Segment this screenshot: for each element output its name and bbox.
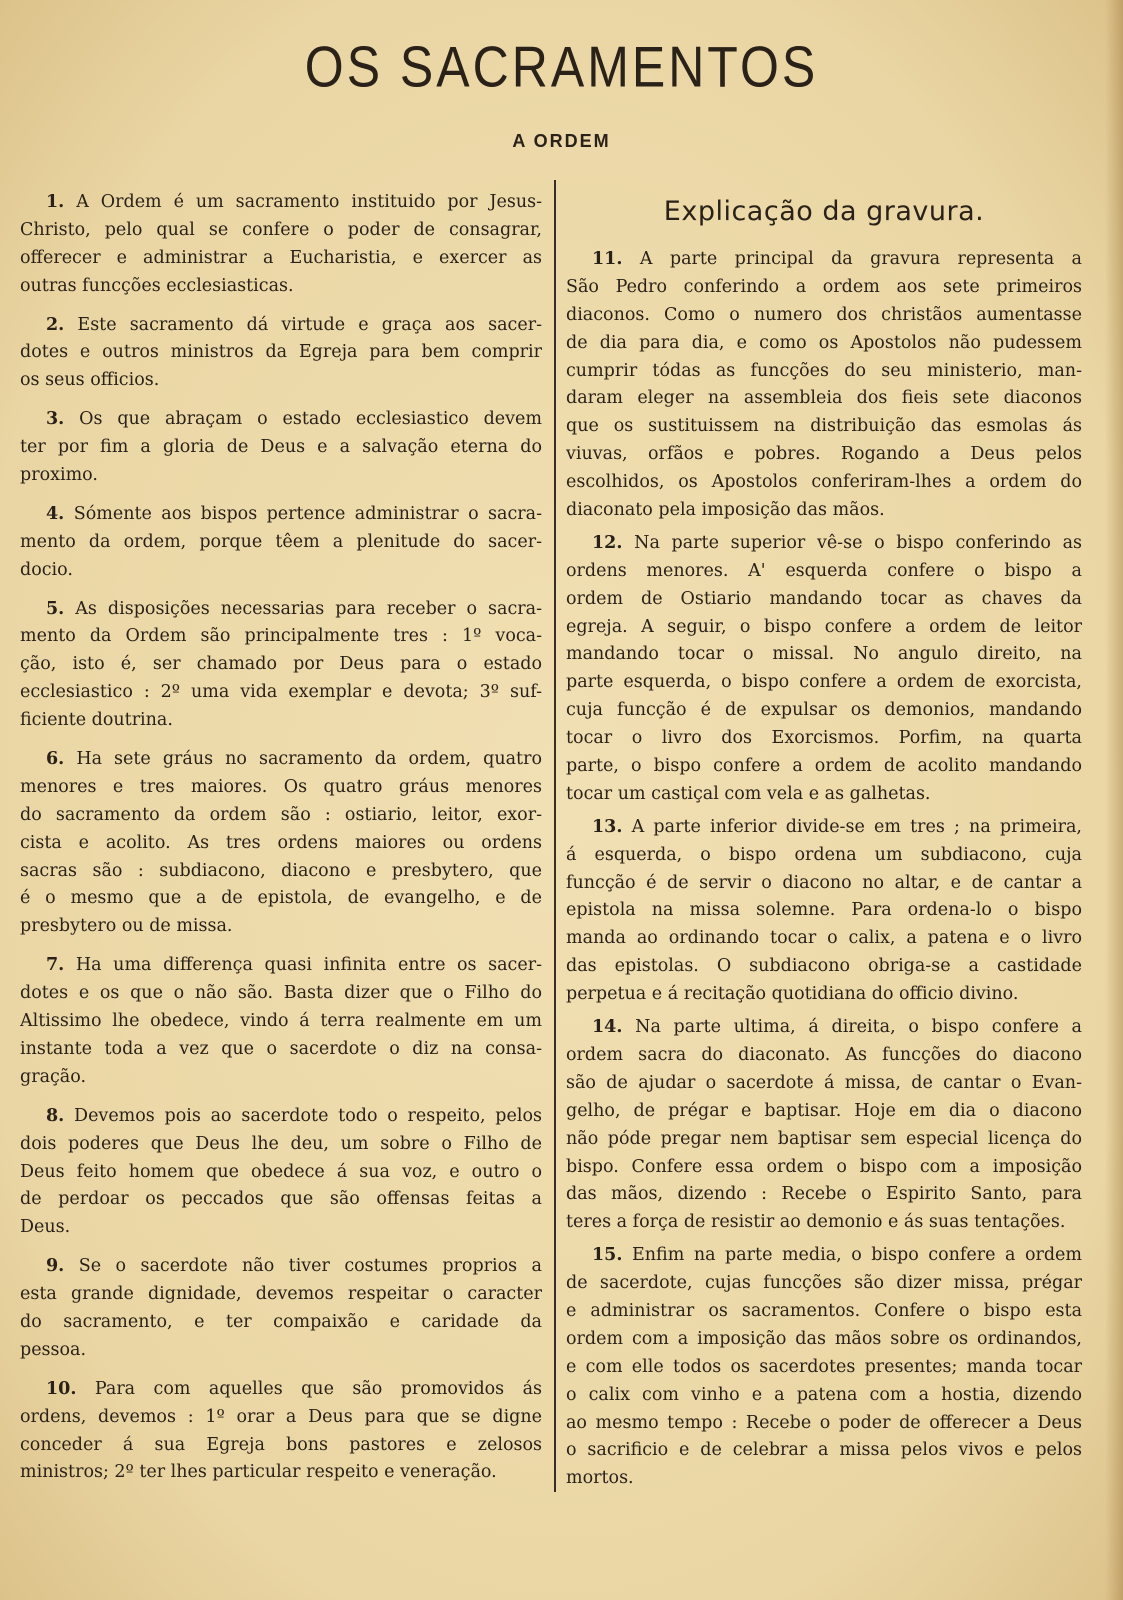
line-text: A Ordem é um sacramento instituido por Jesus- [76, 192, 542, 212]
paragraph-line [20, 858, 542, 886]
line-text: viuvas, orfãos e pobres. Rogando a Deus pelos [566, 444, 1082, 465]
paragraph-line [20, 623, 542, 651]
line-text: cumprir tódas as funcções do seu ministerio, man- [566, 360, 1082, 381]
paragraph-line [566, 1242, 1082, 1270]
line-text: e com elle todos os sacerdotes presentes; manda tocar [566, 1356, 1082, 1377]
line-text: das mãos, dizendo : Recebe o Espirito Santo, para [566, 1184, 1082, 1205]
numbered-paragraph [20, 1103, 542, 1242]
numbered-paragraph [20, 406, 542, 490]
line-text: instante toda a vez que o sacerdote o diz na consa- [20, 1038, 542, 1059]
paragraph-line [566, 1410, 1082, 1438]
line-text: offerecer e administrar a Eucharistia, e exercer as [20, 247, 542, 268]
line-text: cuja funcção é de expulsar os demonios, mandando [566, 700, 1082, 721]
numbered-paragraph [20, 501, 542, 585]
line-text: Altissimo lhe obedece, vindo á terra realmente em um [20, 1011, 542, 1032]
paragraph-number: 6. [46, 749, 65, 770]
line-text: pessoa. [20, 1339, 87, 1360]
line-text: presbytero ou de missa. [20, 916, 233, 937]
line-text: As disposições necessarias para receber o sacra- [75, 598, 542, 619]
paragraph-number: 11. [592, 249, 623, 269]
line-text: conceder á sua Egreja bons pastores e zelosos [20, 1434, 542, 1455]
line-text: parte esquerda, o bispo confere a ordem de exorcista, [566, 672, 1082, 693]
paragraph-line [566, 558, 1082, 586]
line-text: daram eleger na assembleia dos fieis sete diaconos [566, 388, 1082, 409]
line-text: do sacramento, e ter compaixão e caridade da [20, 1311, 542, 1332]
paragraph-line [20, 651, 542, 679]
paragraph-line [20, 952, 542, 980]
paragraph-line [20, 406, 542, 434]
paragraph-line [566, 1465, 1082, 1493]
line-text: Se o sacerdote não tiver costumes proprios a [78, 1256, 542, 1277]
paragraph-line [20, 679, 542, 707]
line-text: parte, o bispo confere a ordem de acolito mandando [566, 756, 1082, 777]
paragraph-line [20, 774, 542, 802]
paragraph-number: 7. [46, 955, 65, 976]
line-text: cista e acolito. As tres ordens maiores ou ordens [20, 832, 542, 853]
paragraph-line [566, 814, 1082, 842]
line-text: tocar o livro dos Exorcismos. Porfim, na quarta [566, 728, 1082, 749]
paragraph-line [566, 1382, 1082, 1410]
line-text: Na parte ultima, á direita, o bispo confere a [635, 1017, 1082, 1038]
line-text: docio. [20, 559, 73, 580]
paragraph-line [566, 497, 1082, 525]
numbered-paragraph [20, 952, 542, 1091]
paragraph-line [20, 1036, 542, 1064]
paragraph-line [20, 339, 542, 367]
numbered-paragraph [20, 1253, 542, 1365]
paragraph-line [20, 1432, 542, 1460]
line-text: ter por fim a gloria de Deus e a salvação eterna do [20, 437, 542, 458]
paragraph-line [20, 1159, 542, 1187]
paragraph-line [566, 953, 1082, 981]
paragraph-line [566, 897, 1082, 925]
line-text: dotes e os que o não são. Basta dizer que o Filho do [20, 983, 542, 1004]
line-text: ção, isto é, ser chamado por Deus para o estado [20, 654, 542, 675]
paragraph-number: 1. [46, 192, 65, 212]
line-text: sacras são : subdiacono, diacono e presbytero, que [20, 860, 542, 881]
paragraph-line [566, 1298, 1082, 1326]
paragraph-line [20, 1404, 542, 1432]
line-text: de sacerdote, cujas funcções são dizer missa, prégar [566, 1273, 1082, 1294]
numbered-paragraph [20, 1376, 542, 1488]
paragraph-line [566, 1181, 1082, 1209]
line-text: Este sacramento dá virtude e graça aos sacer- [77, 314, 542, 335]
line-text: esta grande dignidade, devemos respeitar o caracter [20, 1284, 542, 1305]
line-text: mento da ordem, porque têem a plenitude do sacer- [20, 531, 542, 552]
line-text: Deus feito homem que obedece á sua voz, e outro o [20, 1161, 542, 1182]
paragraph-number: 5. [46, 598, 65, 619]
paragraph-line [566, 842, 1082, 870]
line-text: á esquerda, o bispo ordena um subdiacono, cuja [566, 844, 1082, 865]
line-text: mento da Ordem são principalmente tres : 1º voca- [20, 626, 542, 647]
paragraph-line [20, 312, 542, 340]
paragraph-line [566, 1126, 1082, 1154]
page-title: OS SACRAMENTOS [304, 34, 819, 100]
paragraph-line [20, 1214, 542, 1242]
paragraph-line [566, 530, 1082, 558]
line-text: ordens menores. A' esquerda confere o bispo a [566, 560, 1082, 581]
paragraph-line [566, 1270, 1082, 1298]
paragraph-line [20, 980, 542, 1008]
line-text: epistola na missa solemne. Para ordena-lo o bispo [566, 900, 1082, 921]
paragraph-number: 9. [46, 1256, 65, 1277]
line-text: Devemos pois ao sacerdote todo o respeito, pelos [74, 1105, 542, 1126]
paragraph-line [20, 1337, 542, 1365]
paragraph-line [566, 1154, 1082, 1182]
line-text: do sacramento da ordem são : ostiario, leitor, exor- [20, 804, 542, 825]
paragraph-line [20, 830, 542, 858]
line-text: das epistolas. O subdiacono obriga-se a castidade [566, 956, 1082, 977]
paragraph-number: 8. [46, 1105, 65, 1126]
section-subtitle: A ORDEM [512, 131, 611, 151]
line-text: ficiente doutrina. [20, 710, 173, 731]
line-text: Para com aquelles que são promovidos ás [94, 1378, 542, 1399]
line-text: bispo. Confere essa ordem o bispo com a imposição [566, 1156, 1082, 1177]
paragraph-line [20, 529, 542, 557]
numbered-paragraph [20, 746, 542, 941]
line-text: teres a força de resistir ao demonio e ás suas tentações. [566, 1212, 1066, 1233]
paragraph-line [20, 1376, 542, 1404]
line-text: gração. [20, 1066, 87, 1087]
paragraph-line [566, 641, 1082, 669]
paragraph-line [20, 367, 542, 395]
numbered-paragraph [566, 246, 1082, 525]
line-text: e administrar os sacramentos. Confere o bispo esta [566, 1300, 1082, 1321]
line-text: mortos. [566, 1468, 634, 1489]
paragraph-number: 10. [46, 1378, 77, 1399]
page-edge-shadow [1105, 0, 1123, 1600]
numbered-paragraph [20, 596, 542, 735]
paragraph-line [20, 746, 542, 774]
paragraph-line [566, 1437, 1082, 1465]
paragraph-line [566, 358, 1082, 386]
paragraph-line [20, 1253, 542, 1281]
paragraph-line [20, 1186, 542, 1214]
paragraph-line [566, 669, 1082, 697]
paragraph-line [566, 469, 1082, 497]
paragraph-line [566, 1354, 1082, 1382]
line-text: de perdoar os peccados que são offensas feitas a [20, 1189, 542, 1210]
engraving-explanation-heading: Explicação da gravura. [663, 196, 985, 227]
numbered-paragraph [20, 189, 542, 301]
line-text: ministros; 2º ter lhes particular respeito e veneração. [20, 1462, 497, 1483]
paragraph-line [20, 462, 542, 490]
paragraph-line [566, 1326, 1082, 1354]
line-text: que os sustituissem na distribuição das esmolas ás [566, 416, 1082, 437]
line-text: ordem de Ostiario mandando tocar as chaves da [566, 588, 1082, 609]
paragraph-line [566, 870, 1082, 898]
line-text: perpetua e á recitação quotidiana do officio divino. [566, 984, 1019, 1005]
left-column [20, 189, 542, 1487]
paragraph-number: 3. [46, 409, 65, 430]
paragraph-line [20, 707, 542, 735]
paragraph-line [20, 802, 542, 830]
line-text: diaconato pela imposição das mãos. [566, 500, 885, 521]
paragraph-line [20, 217, 542, 245]
paragraph-line [566, 302, 1082, 330]
paragraph-line [20, 1309, 542, 1337]
numbered-paragraph [20, 312, 542, 396]
numbered-paragraph [566, 1242, 1082, 1493]
line-text: de dia para dia, e como os Apostolos não pudessem [566, 332, 1082, 353]
line-text: A parte inferior divide-se em tres ; na primeira, [631, 816, 1082, 837]
line-text: Sómente aos bispos pertence administrar o sacra- [73, 503, 542, 524]
line-text: ecclesiastico : 2º uma vida exemplar e devota; 3º suf- [20, 682, 542, 703]
paragraph-number: 2. [46, 314, 65, 335]
line-text: Christo, pelo qual se confere o poder de consagrar, [20, 219, 542, 240]
paragraph-line [20, 1008, 542, 1036]
numbered-paragraph [566, 530, 1082, 809]
line-text: Deus. [20, 1217, 71, 1238]
line-text: escolhidos, os Apostolos conferiram-lhes a ordem do [566, 472, 1082, 493]
line-text: manda ao ordinando tocar o calix, a patena e o livro [566, 928, 1082, 949]
paragraph-line [566, 614, 1082, 642]
paragraph-number: 12. [592, 532, 623, 553]
paragraph-line [566, 330, 1082, 358]
line-text: são de ajudar o sacerdote á missa, de cantar o Evan- [566, 1072, 1082, 1093]
paragraph-line [20, 501, 542, 529]
line-text: ordem com a imposição das mãos sobre os ordinandos, [566, 1328, 1082, 1349]
paragraph-line [566, 725, 1082, 753]
paragraph-line [20, 885, 542, 913]
paragraph-line [20, 1103, 542, 1131]
line-text: outras funcções ecclesiasticas. [20, 275, 294, 296]
line-text: menores e tres maiores. Os quatro gráus menores [20, 776, 542, 797]
paragraph-line [566, 1070, 1082, 1098]
paragraph-line [566, 753, 1082, 781]
paragraph-number: 13. [592, 816, 623, 837]
line-text: Enfim na parte media, o bispo confere a ordem [631, 1245, 1082, 1266]
paragraph-line [20, 189, 542, 217]
paragraph-line [566, 246, 1082, 274]
line-text: Ha sete gráus no sacramento da ordem, quatro [76, 749, 542, 770]
numbered-paragraph [566, 814, 1082, 1009]
paragraph-line [20, 1281, 542, 1309]
line-text: é o mesmo que a de epistola, de evangelho, e de [20, 888, 542, 909]
numbered-paragraph [566, 1014, 1082, 1237]
line-text: Na parte superior vê-se o bispo conferindo as [634, 532, 1082, 553]
line-text: dois poderes que Deus lhe deu, um sobre o Filho de [20, 1133, 542, 1154]
paragraph-line [20, 1459, 542, 1487]
paragraph-line [20, 913, 542, 941]
paragraph-line [566, 1042, 1082, 1070]
paragraph-line [20, 434, 542, 462]
right-column [566, 246, 1082, 1493]
paragraph-line [566, 925, 1082, 953]
paragraph-line [566, 781, 1082, 809]
paragraph-line [566, 385, 1082, 413]
line-text: egreja. A seguir, o bispo confere a ordem de leitor [566, 616, 1082, 637]
line-text: diaconos. Como o numero dos christãos aumentasse [566, 304, 1082, 325]
line-text: os seus officios. [20, 370, 160, 391]
paragraph-line [566, 274, 1082, 302]
line-text: o calix com vinho e a patena com a hostia, dizendo [566, 1384, 1082, 1405]
line-text: o sacrificio e de celebrar a missa pelos vivos e pelos [566, 1440, 1082, 1461]
paragraph-number: 4. [46, 503, 65, 524]
paragraph-line [566, 1098, 1082, 1126]
line-text: proximo. [20, 465, 98, 486]
paragraph-line [566, 1014, 1082, 1042]
paragraph-line [20, 245, 542, 273]
line-text: mandando tocar o missal. No angulo direito, na [566, 644, 1082, 665]
line-text: A parte principal da gravura representa a [639, 249, 1082, 269]
paragraph-line [566, 697, 1082, 725]
line-text: Ha uma differença quasi infinita entre os sacer- [75, 955, 542, 976]
line-text: tocar um castiçal com vela e as galhetas. [566, 783, 931, 804]
paragraph-number: 14. [592, 1017, 623, 1038]
paragraph-line [566, 586, 1082, 614]
line-text: ordem sacra do diaconato. As funcções do diacono [566, 1044, 1082, 1065]
paragraph-line [566, 981, 1082, 1009]
paragraph-line [20, 557, 542, 585]
line-text: ordens, devemos : 1º orar a Deus para que se digne [20, 1406, 542, 1427]
paragraph-line [566, 1209, 1082, 1237]
line-text: não póde pregar nem baptisar sem especial licença do [566, 1128, 1082, 1149]
paragraph-line [20, 1131, 542, 1159]
paragraph-line [20, 273, 542, 301]
paragraph-line [566, 441, 1082, 469]
line-text: ao mesmo tempo : Recebe o poder de offerecer a Deus [566, 1412, 1082, 1433]
line-text: dotes e outros ministros da Egreja para bem comprir [20, 342, 542, 363]
column-divider [554, 180, 556, 1492]
paragraph-number: 15. [592, 1245, 623, 1266]
paragraph-line [20, 596, 542, 624]
line-text: funcção é de servir o diacono no altar, e de cantar a [566, 872, 1082, 893]
paragraph-line [20, 1064, 542, 1092]
paragraph-line [566, 413, 1082, 441]
line-text: Os que abraçam o estado ecclesiastico devem [79, 409, 542, 430]
line-text: gelho, de prégar e baptisar. Hoje em dia o diacono [566, 1100, 1082, 1121]
line-text: São Pedro conferindo a ordem aos sete primeiros [566, 276, 1082, 297]
